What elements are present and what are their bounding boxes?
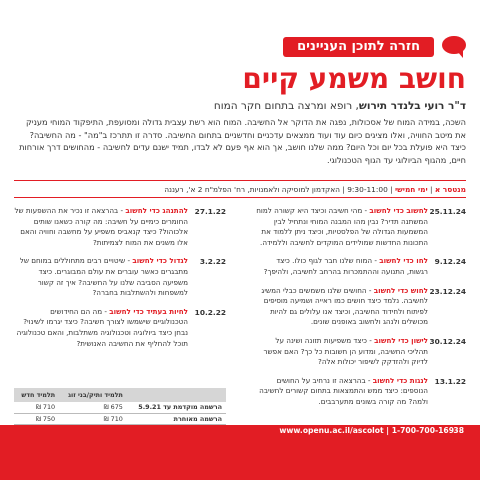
sessions-column-right xyxy=(254,206,466,416)
session-title: לחו כדי לחשוב xyxy=(379,256,428,266)
footer-contact: www.openu.ac.il/ascolot | 1-700-700-169 xyxy=(279,426,454,435)
session-text: - המוח שלנו חבר לגוף כולו. כיצד רגשות, התנועה וההתמכרות בהרחב לחשיבה, ולהיפך? xyxy=(263,256,428,276)
session-item xyxy=(254,206,466,248)
session-item xyxy=(14,256,226,298)
course-day: ימי חמישי xyxy=(394,185,428,194)
price-cell: 750 ₪ xyxy=(14,413,59,424)
session-item xyxy=(254,336,466,368)
course-info-bar: מנטסר א | ימי חמישי | 9:30-11:00 | האקדמון למוסיקה ולאמנויות, רח' הפלמ"ח 2 א', רעננה xyxy=(14,180,466,198)
session-description xyxy=(14,206,188,248)
price-table xyxy=(14,388,226,425)
page-number: 38 xyxy=(453,426,464,435)
session-description xyxy=(254,256,428,277)
session-text: - בהרצאה זו נרחיב על החושים הנוספים: כיצד ממש והתמצאות בתחום קשורים לחשיבה ולמה? מה קורה בשונים מתערבבים. xyxy=(259,375,428,406)
session-date: 27.1.22 xyxy=(194,207,226,216)
session-description xyxy=(254,286,428,328)
price-row-label: הרשמה מאוחרת xyxy=(127,413,226,424)
lecturer-line xyxy=(214,100,466,112)
price-cell: 710 ₪ xyxy=(14,402,59,413)
session-text: - החושים שלנו משמשים כבלי המשיג לחשיבה. נלמד כיצד חושים כמו ראייה ושמיעה מוסיפים לפיתוח ולחידוד החשיבה, וכיצד אנו עלולים גם להיות מכושלים ולנהג ולחשוב באופנים שונים. xyxy=(261,285,428,327)
session-title: לנגות כדי לחשוב xyxy=(372,375,428,385)
lecturer-name: ד"ר רועי בלנדר תירוש xyxy=(358,100,466,112)
session-text: - בהרצאה זו נכיר את ההשפעות של החומרים כימיים על חשיבה: מה קורה כשאנו שותים אלכוהול? כיצד קנאביס משפיע על מחשבה וחוויה והאם אלו משנים את המוח לצמיתות? xyxy=(14,206,188,247)
price-header-label xyxy=(127,388,226,402)
session-title: לחיות בעתיד כדי לחשוב xyxy=(109,306,188,316)
session-item xyxy=(14,206,226,248)
session-date: 3.2.22 xyxy=(199,257,226,267)
footer-phone[interactable]: 1-700-700-169 xyxy=(391,426,454,435)
session-item xyxy=(254,376,466,408)
session-title: לחשוב כדי לחשוב xyxy=(369,206,428,215)
session-description xyxy=(14,307,188,349)
session-date: 10.2.22 xyxy=(194,307,226,317)
lecturer-details: , רופא ומרצה בתחום חקר המוח xyxy=(213,100,359,112)
footer-website[interactable]: www.openu.ac.il/ascolot xyxy=(279,426,384,435)
session-date: 30.12.24 xyxy=(429,336,466,346)
session-text: - מהי חשיבה וכיצד היא קשורה למוח המשתנה תדיר? נבין מהו המבנה המוחי ונתחיל לבין המשמעות הגדולה של הפלסטיות, וכיצד ניתן ללמוד את התכונות החדשות שמולידים המוקדים לחשיבה וללמידה. xyxy=(256,206,428,247)
session-description xyxy=(254,206,428,248)
session-description xyxy=(254,376,428,408)
sessions-column-left xyxy=(14,206,226,357)
session-date: 9.12.24 xyxy=(434,257,466,267)
session-text: - מה הם החידושים הטכנולוגיים שישמשו לצורך חשיבה? כיצד יגרמו לשינוי? נבחן כיצד ביולוגיה וטכנולוגיה משתלבות, והאם טכנולוגיה תוכל להחליף את החשיבה האנושית? xyxy=(16,306,188,348)
price-header-new: תלמיד חדש xyxy=(14,388,59,402)
session-date: 25.11.24 xyxy=(429,207,466,216)
course-id: מנטסר א xyxy=(434,185,466,194)
session-item xyxy=(254,286,466,328)
session-description xyxy=(254,336,428,368)
session-title: לחוש כדי לחשוב xyxy=(373,285,428,295)
session-item xyxy=(254,256,466,277)
session-description xyxy=(14,256,188,298)
price-row xyxy=(14,402,226,413)
price-header-veteran: תלמיד ותיק/בני זוג xyxy=(59,388,127,402)
session-title: לגדול כדי לחשוב xyxy=(132,256,188,266)
price-table-header xyxy=(14,388,226,402)
session-date: 13.1.22 xyxy=(434,376,466,386)
price-row xyxy=(14,413,226,424)
course-intro: השכה, במידה המוח של אסכולות, נפגה את הדוקר אל החשיבה. המוח הוא רשת עצבית גדולה ומסועפת, התיפקוד המוחי מעניק את מיטב החוויה, ואלו מציגים כיום עוד ועוד ממצאים עדכניים וחדשניים בתחום החשיבה. סדרה זו תתרכז ב"מה" - מה החשיבה? כיצד היא פועלת בכל יום וכל היום? ממה שלנו חושב, אך הוא אף פעם לא לבדו, תמיד ישנם עדים לחשיבה - מהחושים דרך אורחות חיים, מהגוף הביולוגי עד הגוף הטכנולוגי. xyxy=(19,117,466,165)
course-place: האקדמון למוסיקה ולאמנויות, רח' הפלמ"ח 2 א', רעננה xyxy=(164,185,341,194)
session-item xyxy=(14,307,226,349)
session-text: - שיטויים רבים מתחוללים במוחם של מתבגרים כאשר עוברים את עולם המבוגרים. כיצד משפיעה הסביבה שלנו על החשיבה? איך זה קשור למשפחות ולהשתלבות בחברה? xyxy=(19,256,188,298)
course-time: 9:30-11:00 xyxy=(347,185,388,194)
speech-bubble-icon xyxy=(440,36,466,58)
session-date: 23.12.24 xyxy=(429,286,466,296)
session-title: לישון כדי לחשוב xyxy=(374,335,428,345)
price-row-label: הרשמה מוקדמת עד 5.9.21 xyxy=(127,402,226,413)
price-cell: 675 ₪ xyxy=(59,402,127,413)
session-text: - כיצד משפיעות תזונה ושינה על תהליכי החשיבה, ומדוע הן חשובות כל כך? האם אפשר לדיוק ולהזדקק לשיפור יכולות אלה? xyxy=(263,335,428,367)
back-to-toc-link[interactable]: חזרה לתוכן העניינים xyxy=(283,37,434,57)
back-to-toc-banner[interactable] xyxy=(283,36,466,58)
session-title: להתנהג כדי לחשוב xyxy=(125,206,188,215)
course-title: חושב משמע קיים xyxy=(242,62,466,95)
price-cell: 710 ₪ xyxy=(59,413,127,424)
